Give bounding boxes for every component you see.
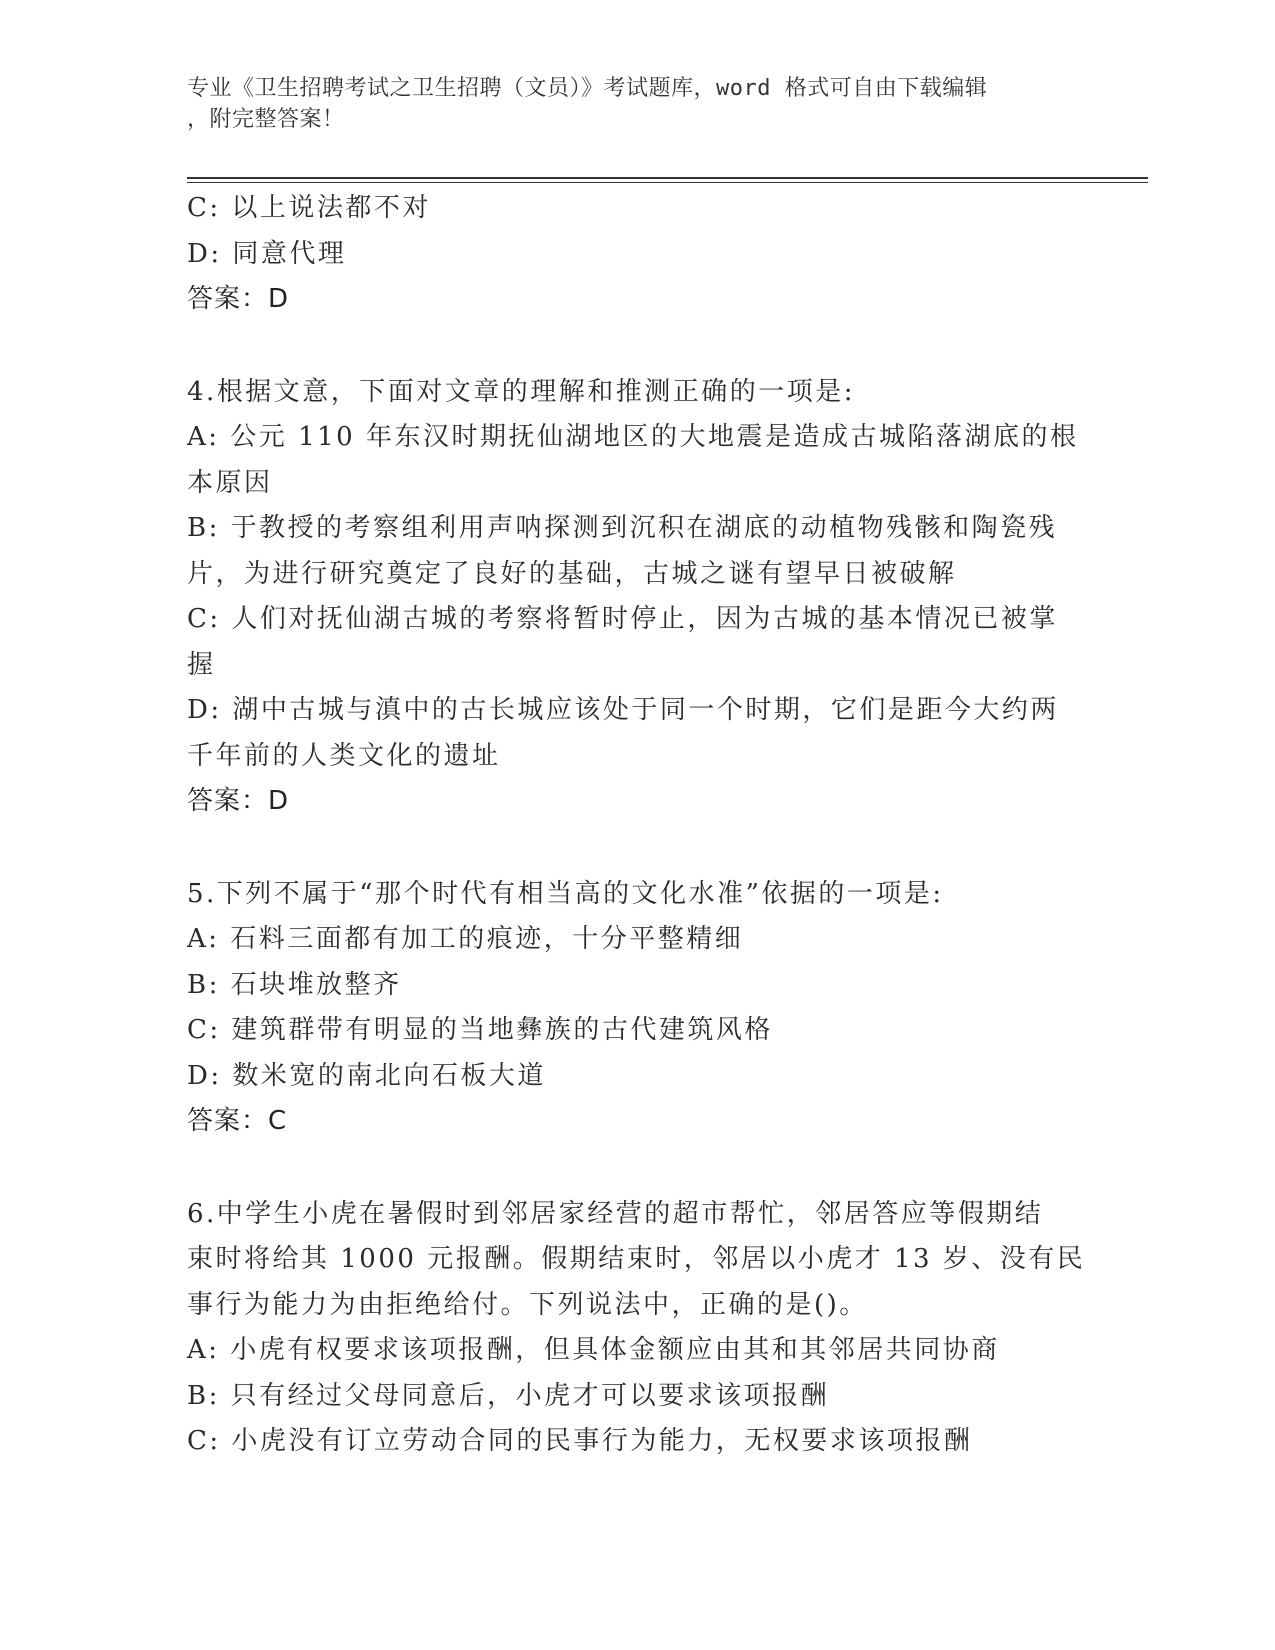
option-c: C: 建筑群带有明显的当地彝族的古代建筑风格 [187, 1015, 773, 1045]
option-d: D: 数米宽的南北向石板大道 [187, 1060, 546, 1091]
question-3-fragment [187, 186, 1067, 323]
option-a: A: 石料三面都有加工的痕迹，十分平整精细 [187, 924, 744, 954]
question-stem: 事行为能力为由拒绝给付。下列说法中，正确的是()。 [187, 1289, 868, 1320]
option-d: D: 同意代理 [187, 238, 347, 269]
header-line-2: ，附完整答案！ [187, 107, 345, 132]
option-line: 片，为进行研究奠定了良好的基础，古城之谜有望早日被破解 [187, 558, 957, 589]
option-line: 握 [187, 649, 216, 680]
option-c: C: 以上说法都不对 [187, 193, 431, 223]
answer-label: 答案：D [187, 284, 290, 314]
option-line: D: 湖中古城与滇中的古长城应该处于同一个时期，它们是距今大约两 [187, 695, 1059, 725]
spacer [187, 825, 1067, 872]
question-6 [187, 1192, 1086, 1465]
option-line: B: 于教授的考察组利用声呐探测到沉积在湖底的动植物残骸和陶瓷残 [187, 513, 1058, 543]
question-5 [187, 872, 1067, 1145]
page-header [187, 73, 1067, 135]
question-4 [187, 370, 1079, 825]
document-body [187, 186, 1086, 1465]
option-line: A: 公元 110 年东汉时期抚仙湖地区的大地震是造成古城陷落湖底的根 [187, 422, 1079, 452]
option-a: A: 小虎有权要求该项报酬，但具体金额应由其和其邻居共同协商 [187, 1335, 1000, 1365]
option-b: B: 只有经过父母同意后，小虎才可以要求该项报酬 [187, 1380, 830, 1411]
header-divider-thick [187, 177, 1148, 179]
option-c: C: 小虎没有订立劳动合同的民事行为能力，无权要求该项报酬 [187, 1426, 973, 1456]
question-stem: 5.下列不属于“那个时代有相当高的文化水准”依据的一项是: [187, 878, 944, 909]
option-line: 千年前的人类文化的遗址 [187, 740, 501, 771]
header-line-1: 专业《卫生招聘考试之卫生招聘（文员）》考试题库，word 格式可自由下载编辑 [187, 76, 988, 101]
answer-label: 答案：C [187, 1106, 288, 1136]
answer-label: 答案：D [187, 786, 290, 816]
question-stem: 6.中学生小虎在暑假时到邻居家经营的超市帮忙，邻居答应等假期结 [187, 1198, 1044, 1229]
option-line: C: 人们对抚仙湖古城的考察将暂时停止，因为古城的基本情况已被掌 [187, 604, 1058, 634]
header-divider-thin [187, 182, 1148, 183]
option-line: 本原因 [187, 467, 273, 498]
option-b: B: 石块堆放整齐 [187, 969, 402, 1000]
spacer [187, 1145, 1067, 1192]
question-stem: 束时将给其 1000 元报酬。假期结束时，邻居以小虎才 13 岁、没有民 [187, 1244, 1086, 1274]
question-stem: 4.根据文意，下面对文章的理解和推测正确的一项是: [187, 376, 856, 407]
spacer [187, 323, 1067, 370]
